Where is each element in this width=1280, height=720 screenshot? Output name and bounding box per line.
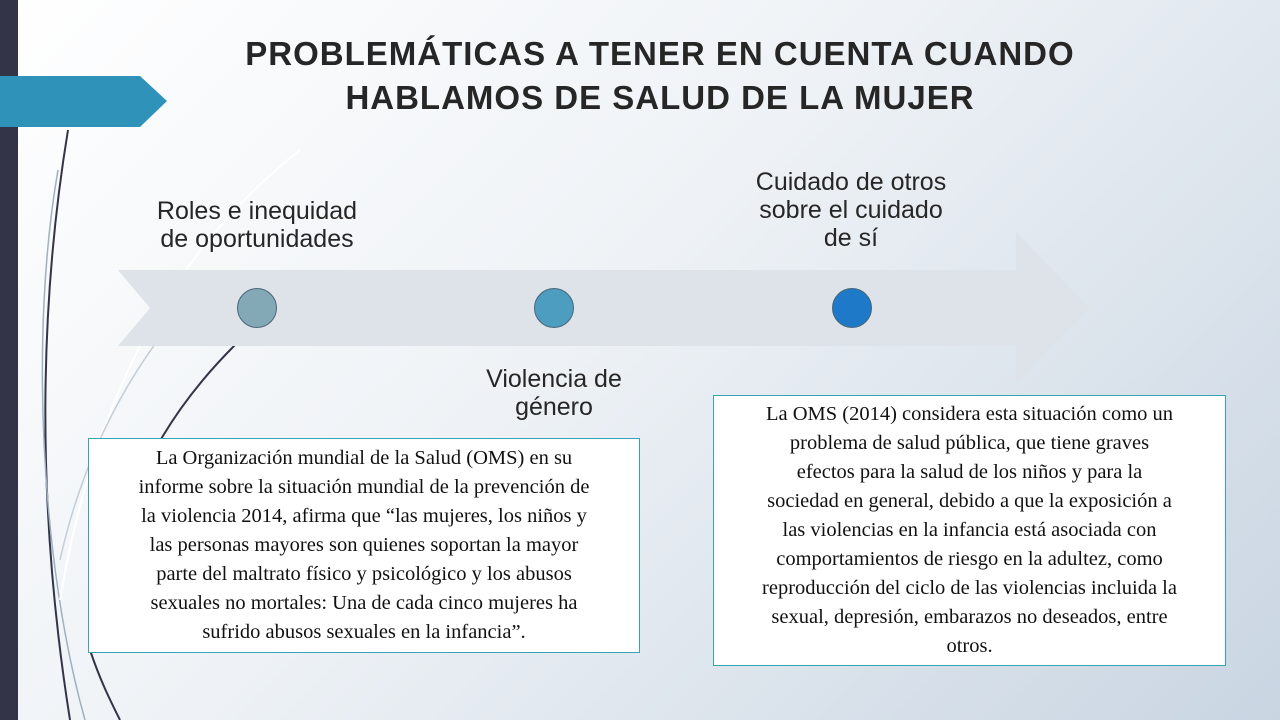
timeline-dot-3 (832, 288, 872, 328)
timeline-label-cuidado: Cuidado de otros sobre el cuidado de sí (755, 168, 947, 252)
timeline-label-roles: Roles e inequidad de oportunidades (156, 197, 358, 253)
oms-salud-publica-text-box: La OMS (2014) considera esta situación como un problema de salud pública, que tiene graves efectos para la salud de los niños y para la sociedad en general, debido a que la exposición a las violencias en la infancia está asociada con comportamientos de riesgo en la adultez, como reproducción del ciclo de las violencias incluida la sexual, depresión, embarazos no deseados, entre otros. (713, 395, 1226, 666)
oms-informe-text-box: La Organización mundial de la Salud (OMS) en su informe sobre la situación mundial de la prevención de la violencia 2014, afirma que “las mujeres, los niños y las personas mayores son quienes soportan la mayor parte del maltrato físico y psicológico y los abusos sexuales no mortales: Una de cada cinco mujeres ha sufrido abusos sexuales en la infancia”. (88, 438, 640, 653)
timeline-dot-1 (237, 288, 277, 328)
title-line-1: PROBLEMÁTICAS A TENER EN CUENTA CUANDO (245, 35, 1075, 72)
timeline-dot-2 (534, 288, 574, 328)
title-line-2: HABLAMOS DE SALUD DE LA MUJER (345, 79, 975, 116)
timeline-label-violencia: Violencia de género (486, 365, 622, 421)
